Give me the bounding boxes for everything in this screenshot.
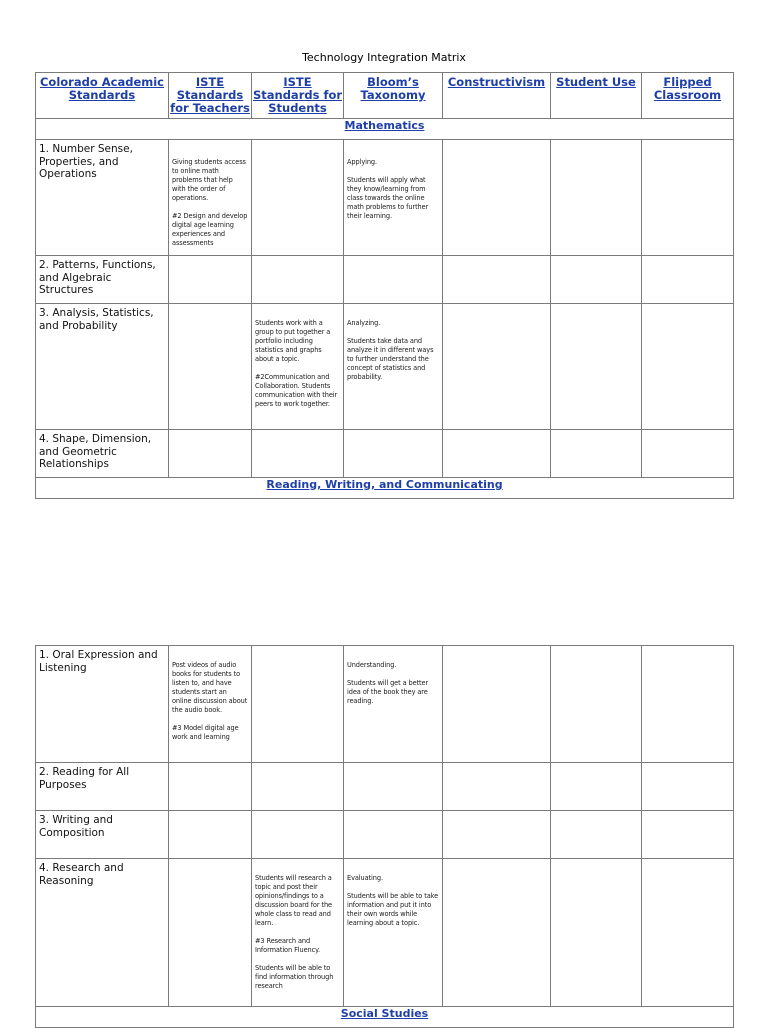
flipped-classroom-cell [642,430,734,478]
table-row [36,811,734,859]
constructivism-cell [443,256,551,304]
col-header-iste-teachers: ISTE Standards for Teachers [169,73,252,119]
table-row [36,304,734,430]
constructivism-cell [443,140,551,256]
student-use-cell [551,811,642,859]
col-header-blooms: Bloom’s Taxonomy [344,73,443,119]
student-use-cell [551,256,642,304]
standard-cell: 4. Research and Reasoning [36,859,169,1007]
standard-cell: 4. Shape, Dimension, and Geometric Relationships [36,430,169,478]
section-title-reading-writing: Reading, Writing, and Communicating [36,478,734,499]
iste-teachers-cell [169,304,252,430]
table-row [36,430,734,478]
iste-teachers-cell [169,256,252,304]
constructivism-cell [443,763,551,811]
iste-students-cell [252,256,344,304]
matrix-table-mathematics [35,72,734,499]
flipped-classroom-cell [642,646,734,763]
blooms-cell: Analyzing. Students take data and analyze it in different ways to further understand the concept of statistics and probability. [344,304,443,430]
standard-cell: 3. Analysis, Statistics, and Probability [36,304,169,430]
section-row-social-studies [36,1007,734,1028]
student-use-cell [551,859,642,1007]
blooms-cell: Understanding. Students will get a better idea of the book they are reading. [344,646,443,763]
flipped-classroom-cell [642,304,734,430]
student-use-cell [551,140,642,256]
standard-cell: 1. Oral Expression and Listening [36,646,169,763]
iste-teachers-cell [169,430,252,478]
header-row [36,73,734,119]
col-header-constructivism: Constructivism [443,73,551,119]
iste-students-cell: Students work with a group to put together a portfolio including statistics and graphs about a topic. #2Communication and Collaboration. Students communication with their peers to work together. [252,304,344,430]
table-row [36,140,734,256]
document-title: Technology Integration Matrix [302,51,466,64]
iste-students-cell: Students will research a topic and post their opinions/findings to a discussion board for the whole class to read and learn. #3 Research and Information Fluency. Students will be able to find information through research [252,859,344,1007]
flipped-classroom-cell [642,859,734,1007]
section-title-social-studies: Social Studies [36,1007,734,1028]
col-header-student-use: Student Use [551,73,642,119]
blooms-cell [344,256,443,304]
constructivism-cell [443,430,551,478]
iste-teachers-cell [169,763,252,811]
col-header-iste-students: ISTE Standards for Students [252,73,344,119]
iste-students-cell [252,646,344,763]
section-row-reading-writing [36,478,734,499]
iste-teachers-cell [169,859,252,1007]
iste-teachers-cell [169,811,252,859]
col-header-colorado-standards: Colorado Academic Standards [36,73,169,119]
constructivism-cell [443,304,551,430]
iste-teachers-cell: Post videos of audio books for students to listen to, and have students start an online discussion about the audio book. #3 Model digital age work and learning [169,646,252,763]
student-use-cell [551,304,642,430]
table-row [36,646,734,763]
constructivism-cell [443,646,551,763]
iste-students-cell [252,763,344,811]
iste-students-cell [252,140,344,256]
flipped-classroom-cell [642,256,734,304]
student-use-cell [551,646,642,763]
student-use-cell [551,763,642,811]
constructivism-cell [443,859,551,1007]
standard-cell: 3. Writing and Composition [36,811,169,859]
iste-students-cell [252,811,344,859]
standard-cell: 2. Reading for All Purposes [36,763,169,811]
table-row [36,256,734,304]
table-row [36,763,734,811]
section-row-mathematics [36,119,734,140]
student-use-cell [551,430,642,478]
flipped-classroom-cell [642,811,734,859]
table-row [36,859,734,1007]
standard-cell: 1. Number Sense, Properties, and Operations [36,140,169,256]
flipped-classroom-cell [642,140,734,256]
matrix-table-reading-writing [35,645,734,1028]
standard-cell: 2. Patterns, Functions, and Algebraic Structures [36,256,169,304]
section-title-mathematics: Mathematics [36,119,734,140]
flipped-classroom-cell [642,763,734,811]
blooms-cell: Applying. Students will apply what they know/learning from class towards the online math problems to further their learning. [344,140,443,256]
constructivism-cell [443,811,551,859]
col-header-flipped-classroom: Flipped Classroom [642,73,734,119]
blooms-cell: Evaluating. Students will be able to take information and put it into their own words while learning about a topic. [344,859,443,1007]
iste-students-cell [252,430,344,478]
blooms-cell [344,430,443,478]
blooms-cell [344,763,443,811]
iste-teachers-cell: Giving students access to online math problems that help with the order of operations. #2 Design and develop digital age learning experiences and assessments [169,140,252,256]
blooms-cell [344,811,443,859]
